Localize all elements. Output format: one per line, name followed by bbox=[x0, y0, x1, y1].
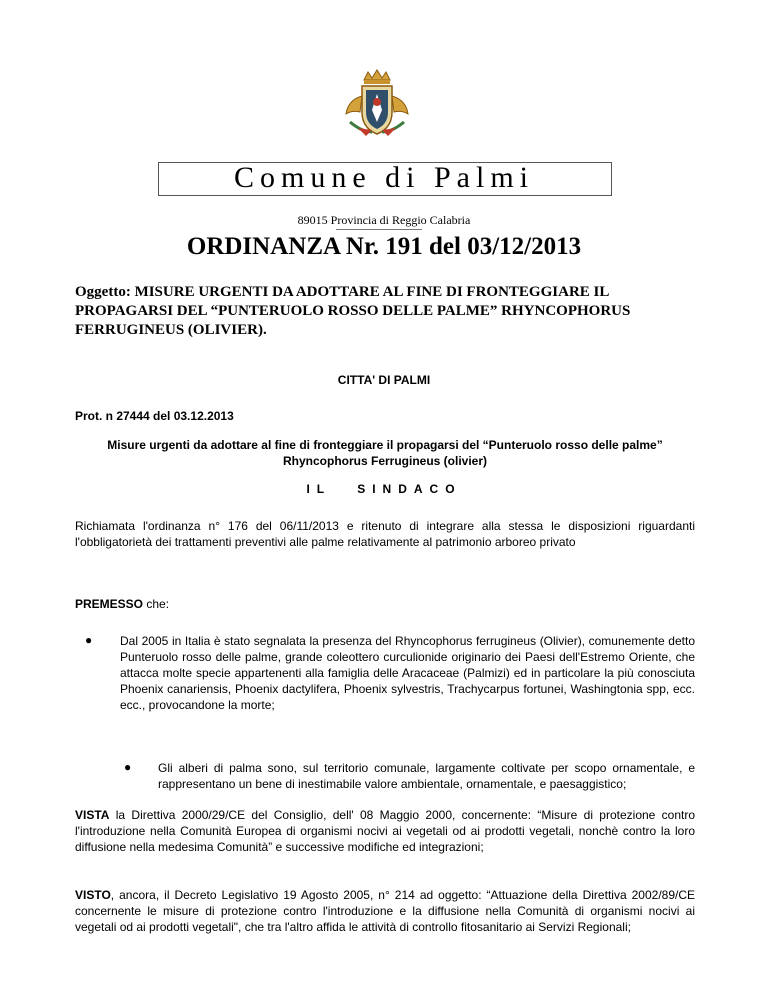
premesso-label: PREMESSO bbox=[75, 597, 144, 611]
provincia-line: 89015 Provincia di Reggio Calabria bbox=[297, 213, 471, 227]
bullet-item: Dal 2005 in Italia è stato segnalata la presenza del Rhyncophorus ferrugineus (Olivier), comunemente detto Punteruolo rosso delle palme, grande coleottero curculionide originario dei Paesi dell'Estremo Oriente, che attacca molte specie appartenenti alla famiglia delle Aracaceae (Palmizi) ed in particolare la più conosciuta Phoenix canariensis, Phoenix dactylifera, Phoenix sylvestris, Trachycarpus fortunei, Washingtonia spp, ecc. ecc., provocandone la morte; bbox=[120, 634, 695, 712]
visto-label: VISTO bbox=[75, 888, 111, 902]
divider bbox=[336, 229, 422, 230]
premesso-line bbox=[75, 597, 169, 611]
vista-text: la Direttiva 2000/29/CE del Consiglio, dell' 08 Maggio 2000, concernente: “Misure di protezione contro l'introduzione nella Comunità Europea di organismi nocivi ai vegetali od ai prodotti vegetali, nonchè contro la loro diffusione nella medesima Comunità” e successive modifiche ed integrazioni; bbox=[75, 808, 695, 854]
vista-paragraph bbox=[75, 807, 695, 855]
comune-title: Comune di Palmi bbox=[234, 161, 534, 194]
oggetto-block bbox=[75, 283, 695, 340]
oggetto-label: Oggetto: bbox=[75, 284, 131, 300]
visto-text: , ancora, il Decreto Legislativo 19 Agosto 2005, n° 214 ad oggetto: “Attuazione della Direttiva 2002/89/CE concernente le misure di protezione contro l'introduzione e la diffusione nella Comunità di organismi nocivi ai vegetali od ai prodotti vegetali", che tra l'altro affida le attività di controllo fitosanitario ai Servizi Regionali; bbox=[75, 888, 695, 934]
coat-of-arms-icon bbox=[336, 66, 418, 146]
bullet-icon: ● bbox=[85, 633, 93, 647]
ordinanza-heading: ORDINANZA Nr. 191 del 03/12/2013 bbox=[186, 233, 582, 260]
vista-label: VISTA bbox=[75, 808, 110, 822]
bullet-item: Gli alberi di palma sono, sul territorio comunale, largamente coltivate per scopo ornamentale, e rappresentano un bene di inestimabile valore ambientale, ornamentale, e paesaggistico; bbox=[158, 761, 695, 791]
premesso-rest: che: bbox=[143, 597, 170, 611]
citta-heading: CITTA' DI PALMI bbox=[337, 373, 431, 387]
sindaco-heading: IL SINDACO bbox=[306, 482, 462, 496]
oggetto-text: MISURE URGENTI DA ADOTTARE AL FINE DI FRONTEGGIARE IL PROPAGARSI DEL “PUNTERUOLO ROSSO DELLE PALME” RHYNCOPHORUS FERRUGINEUS (OLIVIER). bbox=[75, 284, 631, 338]
bullet-icon: ● bbox=[124, 760, 132, 774]
misure-heading: Misure urgenti da adottare al fine di fronteggiare il propagarsi del “Punteruolo rosso delle palme” Rhyncophorus Ferrugineus (olivier) bbox=[107, 438, 663, 468]
protocol-number: Prot. n 27444 del 03.12.2013 bbox=[75, 409, 234, 423]
richiamata-paragraph: Richiamata l'ordinanza n° 176 del 06/11/2013 e ritenuto di integrare alla stessa le disposizioni riguardanti l'obbligatorietà dei trattamenti preventivi alle palme relativamente al patrimonio arboreo privato bbox=[75, 519, 695, 549]
visto-paragraph bbox=[75, 887, 695, 935]
